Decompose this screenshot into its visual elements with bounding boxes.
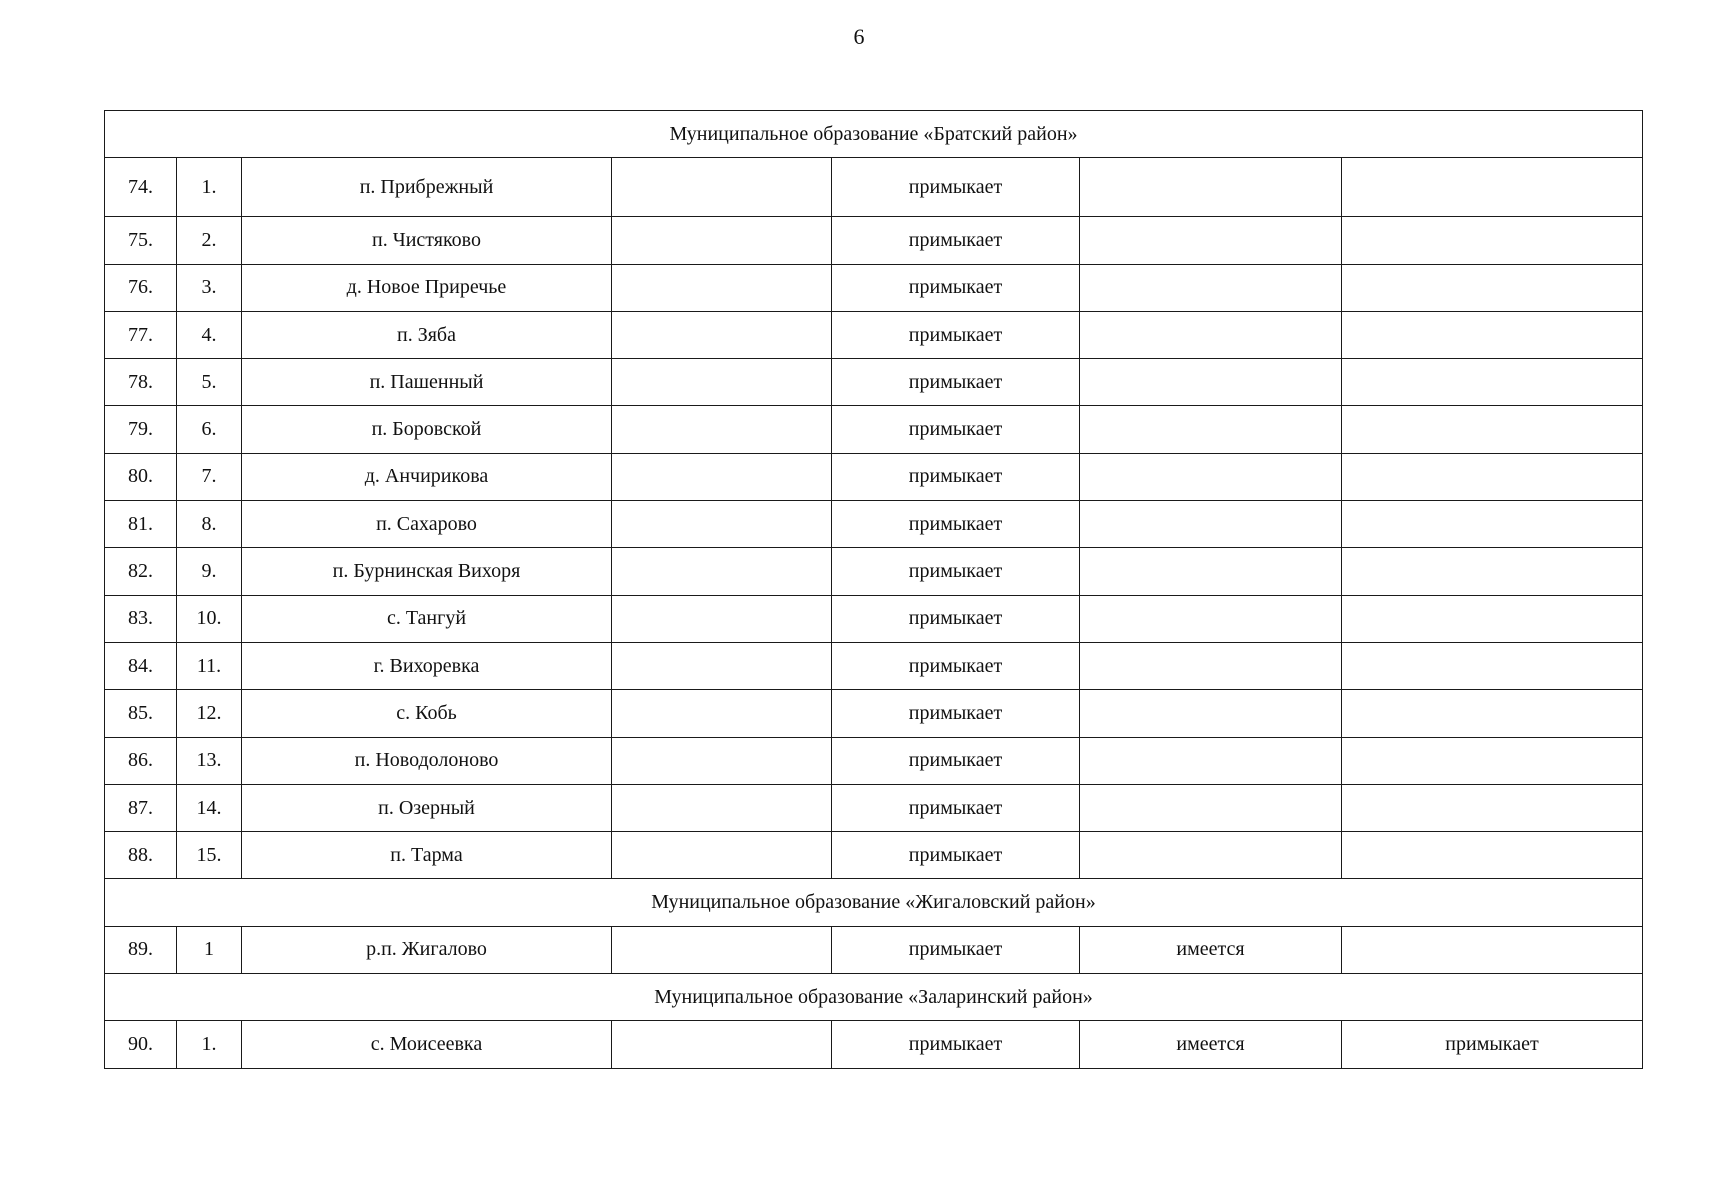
row-number-cell: 88. [105, 832, 177, 879]
settlement-name-cell: п. Тарма [242, 832, 612, 879]
table-row [105, 406, 1643, 453]
settlement-name-cell: п. Чистяково [242, 217, 612, 264]
row-number-cell: 78. [105, 359, 177, 406]
column-5-cell: примыкает [832, 737, 1080, 784]
table-row [105, 311, 1643, 358]
column-5-cell: примыкает [832, 548, 1080, 595]
row-number-cell: 75. [105, 217, 177, 264]
column-4-cell [612, 406, 832, 453]
column-7-cell [1342, 264, 1643, 311]
settlement-name-cell: п. Озерный [242, 784, 612, 831]
sub-number-cell: 2. [177, 217, 242, 264]
row-number-cell: 84. [105, 642, 177, 689]
settlement-name-cell: г. Вихоревка [242, 642, 612, 689]
row-number-cell: 87. [105, 784, 177, 831]
table-row [105, 690, 1643, 737]
column-6-cell [1080, 737, 1342, 784]
row-number-cell: 74. [105, 158, 177, 217]
row-number-cell: 85. [105, 690, 177, 737]
column-7-cell [1342, 784, 1643, 831]
section-header-row [105, 974, 1643, 1021]
column-5-cell: примыкает [832, 926, 1080, 973]
table-row [105, 784, 1643, 831]
row-number-cell: 79. [105, 406, 177, 453]
table-row [105, 926, 1643, 973]
settlement-name-cell: с. Кобь [242, 690, 612, 737]
sub-number-cell: 5. [177, 359, 242, 406]
column-6-cell: имеется [1080, 1021, 1342, 1068]
sub-number-cell: 3. [177, 264, 242, 311]
column-5-cell: примыкает [832, 359, 1080, 406]
table-row [105, 264, 1643, 311]
column-4-cell [612, 264, 832, 311]
sub-number-cell: 10. [177, 595, 242, 642]
section-title: Муниципальное образование «Братский район» [105, 111, 1643, 158]
sub-number-cell: 9. [177, 548, 242, 595]
column-6-cell [1080, 690, 1342, 737]
column-4-cell [612, 501, 832, 548]
column-6-cell [1080, 832, 1342, 879]
column-7-cell [1342, 926, 1643, 973]
column-5-cell: примыкает [832, 832, 1080, 879]
column-6-cell [1080, 217, 1342, 264]
table-row [105, 832, 1643, 879]
sub-number-cell: 15. [177, 832, 242, 879]
table-row [105, 158, 1643, 217]
sub-number-cell: 1. [177, 158, 242, 217]
row-number-cell: 90. [105, 1021, 177, 1068]
column-5-cell: примыкает [832, 453, 1080, 500]
row-number-cell: 76. [105, 264, 177, 311]
table-row [105, 595, 1643, 642]
column-5-cell: примыкает [832, 501, 1080, 548]
sub-number-cell: 6. [177, 406, 242, 453]
sub-number-cell: 7. [177, 453, 242, 500]
sub-number-cell: 11. [177, 642, 242, 689]
row-number-cell: 82. [105, 548, 177, 595]
column-5-cell: примыкает [832, 311, 1080, 358]
column-4-cell [612, 453, 832, 500]
settlement-name-cell: п. Новодолоново [242, 737, 612, 784]
column-4-cell [612, 158, 832, 217]
column-5-cell: примыкает [832, 264, 1080, 311]
table-row [105, 359, 1643, 406]
settlement-name-cell: п. Боровской [242, 406, 612, 453]
column-7-cell: примыкает [1342, 1021, 1643, 1068]
column-5-cell: примыкает [832, 595, 1080, 642]
column-6-cell [1080, 501, 1342, 548]
column-7-cell [1342, 595, 1643, 642]
column-6-cell [1080, 406, 1342, 453]
row-number-cell: 81. [105, 501, 177, 548]
column-7-cell [1342, 832, 1643, 879]
column-6-cell [1080, 548, 1342, 595]
column-4-cell [612, 737, 832, 784]
column-5-cell: примыкает [832, 217, 1080, 264]
column-7-cell [1342, 158, 1643, 217]
sub-number-cell: 1 [177, 926, 242, 973]
column-6-cell [1080, 264, 1342, 311]
column-7-cell [1342, 548, 1643, 595]
sub-number-cell: 12. [177, 690, 242, 737]
sub-number-cell: 13. [177, 737, 242, 784]
row-number-cell: 86. [105, 737, 177, 784]
column-4-cell [612, 359, 832, 406]
column-7-cell [1342, 359, 1643, 406]
settlement-name-cell: р.п. Жигалово [242, 926, 612, 973]
column-4-cell [612, 1021, 832, 1068]
row-number-cell: 77. [105, 311, 177, 358]
column-4-cell [612, 217, 832, 264]
column-5-cell: примыкает [832, 690, 1080, 737]
column-5-cell: примыкает [832, 784, 1080, 831]
section-header-row [105, 111, 1643, 158]
settlement-name-cell: п. Зяба [242, 311, 612, 358]
settlement-name-cell: д. Новое Приречье [242, 264, 612, 311]
column-7-cell [1342, 690, 1643, 737]
section-header-row [105, 879, 1643, 926]
column-7-cell [1342, 217, 1643, 264]
column-4-cell [612, 926, 832, 973]
table-row [105, 501, 1643, 548]
section-title: Муниципальное образование «Заларинский район» [105, 974, 1643, 1021]
column-4-cell [612, 784, 832, 831]
column-6-cell [1080, 311, 1342, 358]
column-5-cell: примыкает [832, 406, 1080, 453]
table-row [105, 453, 1643, 500]
column-6-cell [1080, 784, 1342, 831]
row-number-cell: 89. [105, 926, 177, 973]
settlement-name-cell: с. Моисеевка [242, 1021, 612, 1068]
column-7-cell [1342, 737, 1643, 784]
settlement-name-cell: п. Пашенный [242, 359, 612, 406]
table-row [105, 217, 1643, 264]
column-6-cell [1080, 453, 1342, 500]
column-4-cell [612, 548, 832, 595]
table-row [105, 548, 1643, 595]
sub-number-cell: 4. [177, 311, 242, 358]
column-7-cell [1342, 406, 1643, 453]
sub-number-cell: 14. [177, 784, 242, 831]
column-6-cell [1080, 642, 1342, 689]
settlements-table [104, 110, 1643, 1069]
row-number-cell: 80. [105, 453, 177, 500]
column-4-cell [612, 311, 832, 358]
settlement-name-cell: д. Анчирикова [242, 453, 612, 500]
column-7-cell [1342, 642, 1643, 689]
column-4-cell [612, 595, 832, 642]
column-7-cell [1342, 501, 1643, 548]
sub-number-cell: 1. [177, 1021, 242, 1068]
column-6-cell [1080, 158, 1342, 217]
table-row [105, 1021, 1643, 1068]
column-5-cell: примыкает [832, 1021, 1080, 1068]
settlement-name-cell: п. Бурнинская Вихоря [242, 548, 612, 595]
column-4-cell [612, 690, 832, 737]
column-4-cell [612, 642, 832, 689]
sub-number-cell: 8. [177, 501, 242, 548]
column-7-cell [1342, 311, 1643, 358]
settlement-name-cell: п. Сахарово [242, 501, 612, 548]
table-body [105, 111, 1643, 1069]
column-5-cell: примыкает [832, 158, 1080, 217]
section-title: Муниципальное образование «Жигаловский район» [105, 879, 1643, 926]
column-6-cell [1080, 595, 1342, 642]
row-number-cell: 83. [105, 595, 177, 642]
settlement-name-cell: с. Тангуй [242, 595, 612, 642]
table-row [105, 737, 1643, 784]
settlement-name-cell: п. Прибрежный [242, 158, 612, 217]
column-4-cell [612, 832, 832, 879]
column-7-cell [1342, 453, 1643, 500]
page-number: 6 [853, 24, 865, 49]
column-6-cell: имеется [1080, 926, 1342, 973]
table-row [105, 642, 1643, 689]
column-5-cell: примыкает [832, 642, 1080, 689]
column-6-cell [1080, 359, 1342, 406]
